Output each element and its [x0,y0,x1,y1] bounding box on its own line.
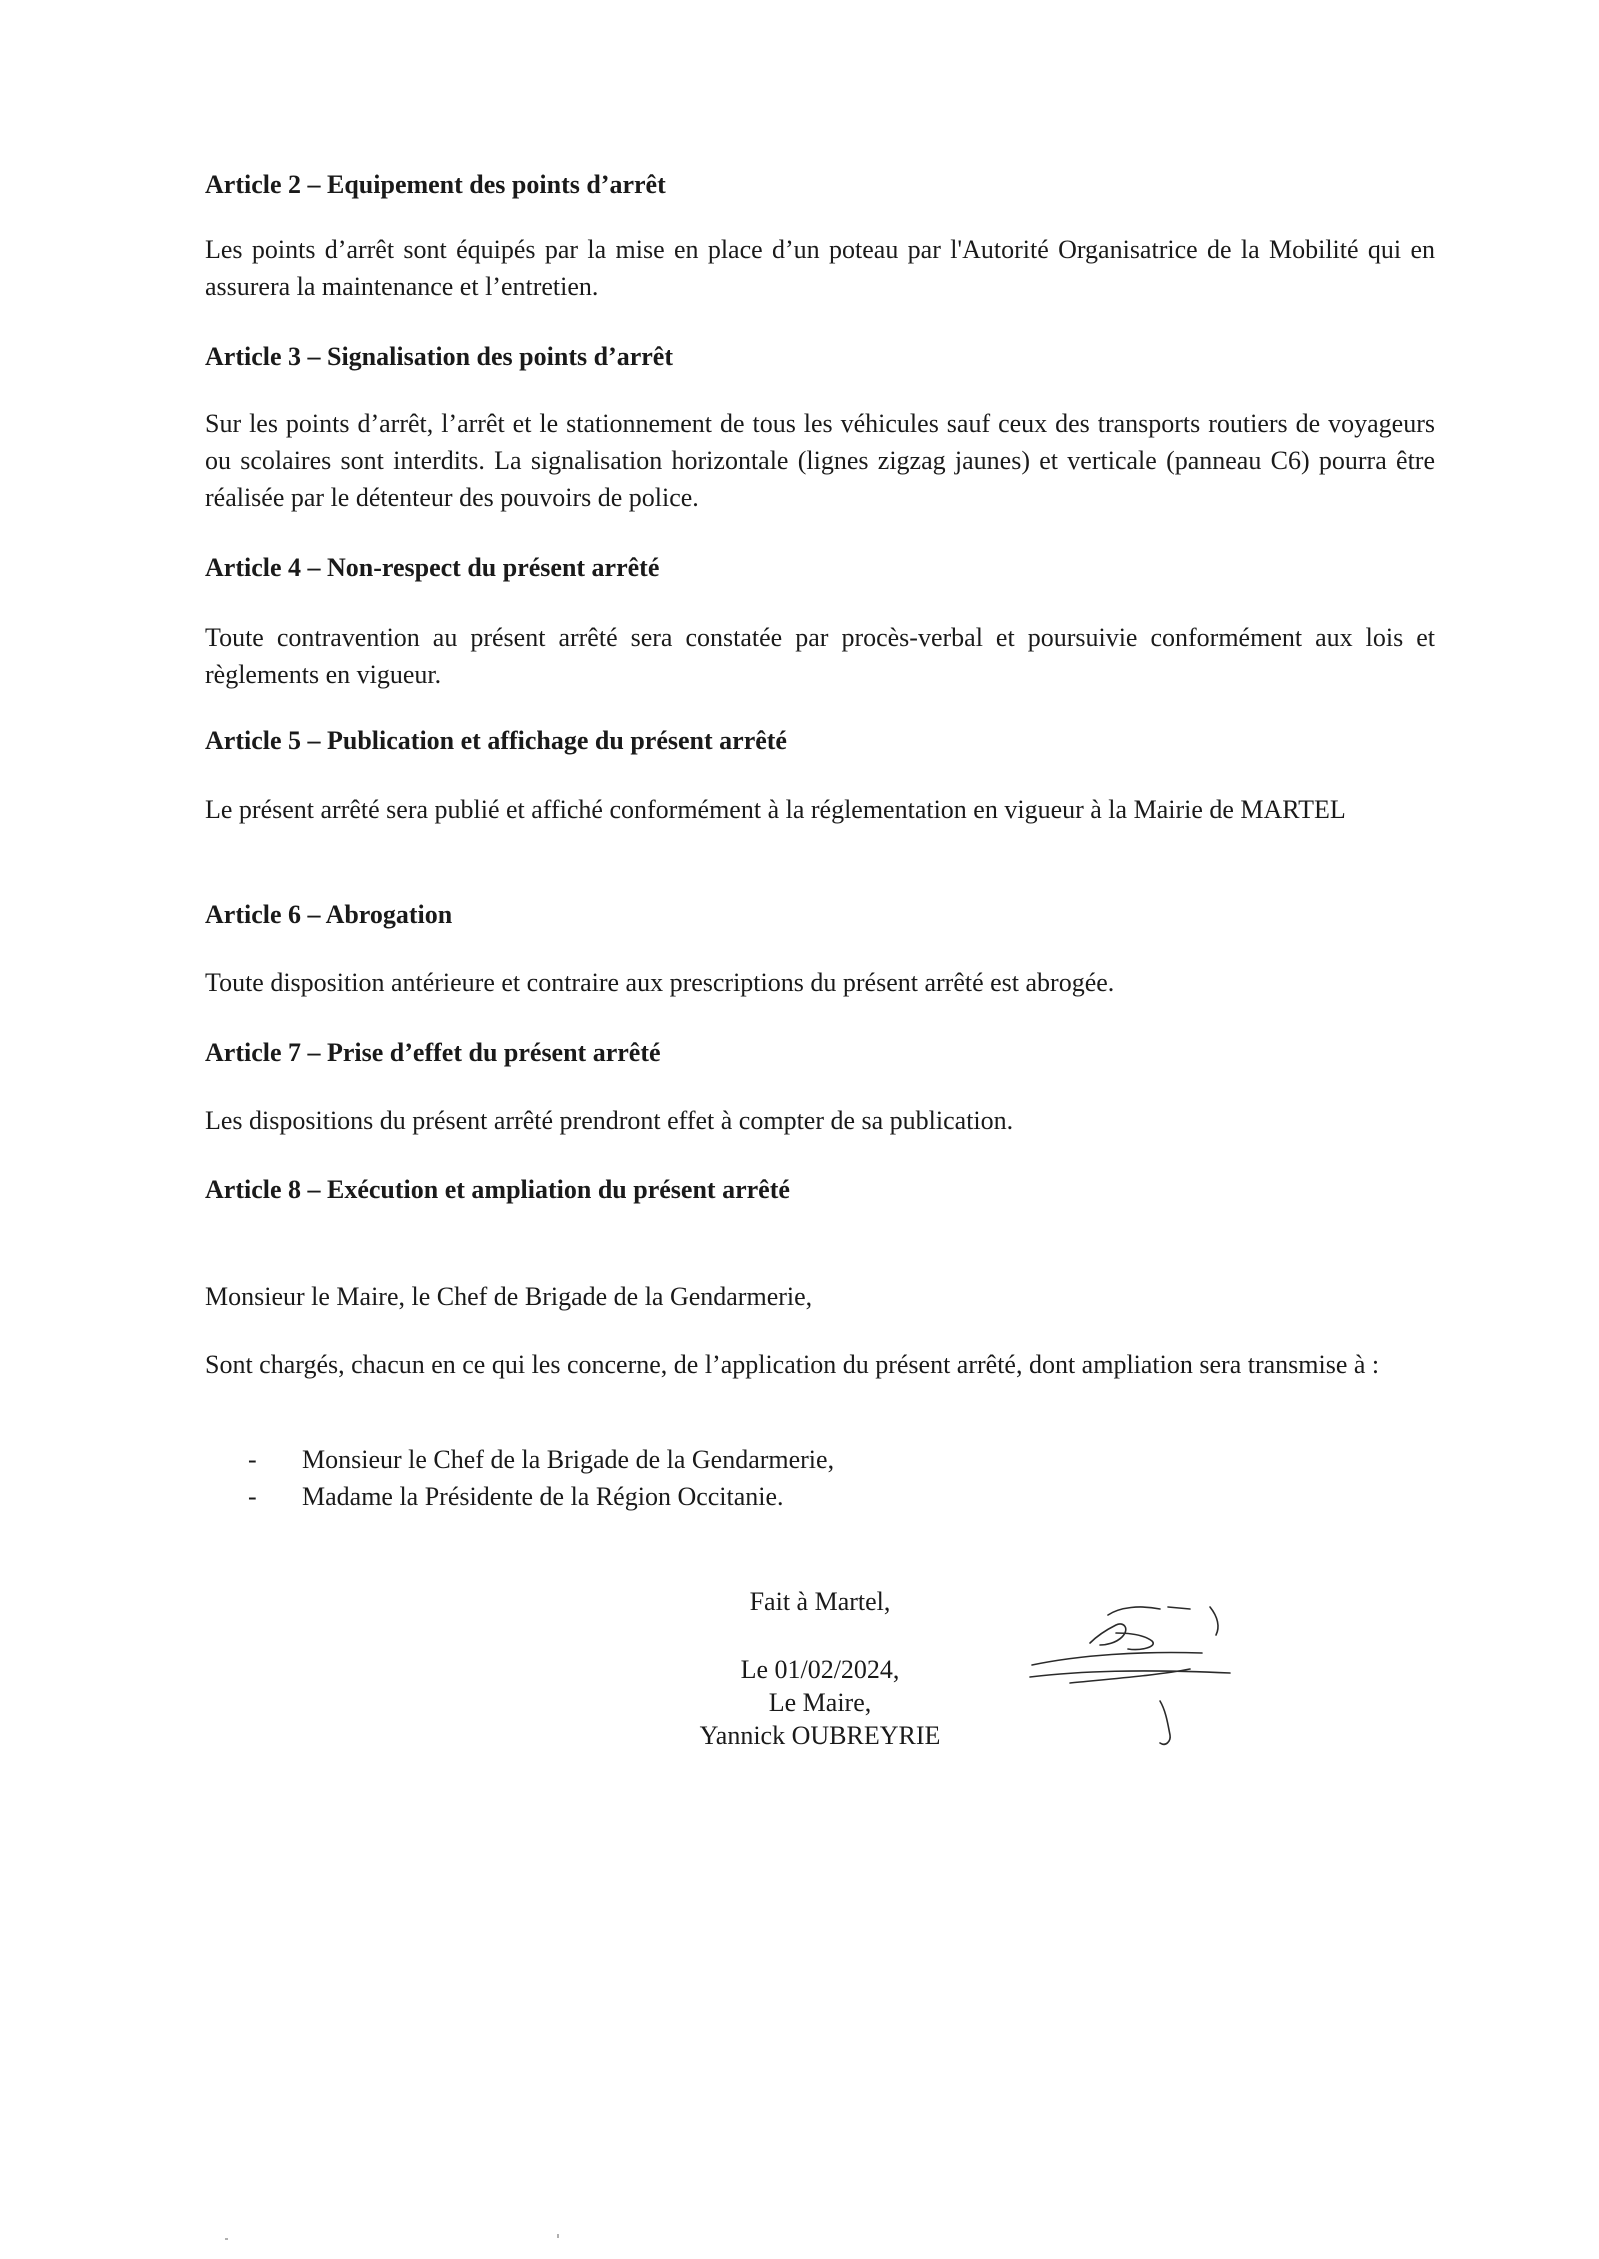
recipient-bullet: - [248,1482,257,1511]
scan-artifact [557,2234,559,2238]
article-5-heading: Article 5 – Publication et affichage du présent arrêté [205,726,787,755]
article-3-text: Sur les points d’arrêt, l’arrêt et le stationnement de tous les véhicules sauf ceux des transports routiers de voyageurs ou scolaires sont interdits. La signalisation horizontale (lignes zigzag jaunes) et verticale (panneau C6) pourra être réalisée par le détenteur des pouvoirs de police. [205,409,1435,512]
signature-role: Le Maire, [768,1688,872,1717]
article-3-heading: Article 3 – Signalisation des points d’arrêt [205,342,673,371]
article-2-text: Les points d’arrêt sont équipés par la mise en place d’un poteau par l'Autorité Organisatrice de la Mobilité qui en assurera la maintenance et l’entretien. [205,235,1435,301]
charged-text: Sont chargés, chacun en ce qui les concerne, de l’application du présent arrêté, dont ampliation sera transmise à : [205,1350,1380,1379]
signature-name: Yannick OUBREYRIE [699,1721,941,1750]
addressees-line: Monsieur le Maire, le Chef de Brigade de la Gendarmerie, [205,1282,813,1311]
article-5-text: Le présent arrêté sera publié et affiché conformément à la réglementation en vigueur à la Mairie de MARTEL [205,795,1346,824]
article-4-text: Toute contravention au présent arrêté sera constatée par procès-verbal et poursuivie conformément aux lois et règlements en vigueur. [205,623,1435,689]
article-4-heading: Article 4 – Non-respect du présent arrêté [205,553,660,582]
recipient-item: Monsieur le Chef de la Brigade de la Gendarmerie, [302,1445,835,1474]
signature-date: Le 01/02/2024, [740,1655,900,1684]
recipient-bullet: - [248,1445,257,1474]
signature-place: Fait à Martel, [749,1587,891,1616]
article-8-heading: Article 8 – Exécution et ampliation du présent arrêté [205,1175,790,1204]
article-6-heading: Article 6 – Abrogation [205,900,453,929]
handwritten-signature [1020,1585,1250,1760]
article-6-text: Toute disposition antérieure et contraire aux prescriptions du présent arrêté est abrogée. [205,968,1115,997]
article-7-text: Les dispositions du présent arrêté prendront effet à compter de sa publication. [205,1106,1014,1135]
article-7-heading: Article 7 – Prise d’effet du présent arrêté [205,1038,661,1067]
scan-artifact [225,2238,228,2240]
article-2-heading: Article 2 – Equipement des points d’arrêt [205,170,666,199]
recipient-item: Madame la Présidente de la Région Occitanie. [302,1482,784,1511]
